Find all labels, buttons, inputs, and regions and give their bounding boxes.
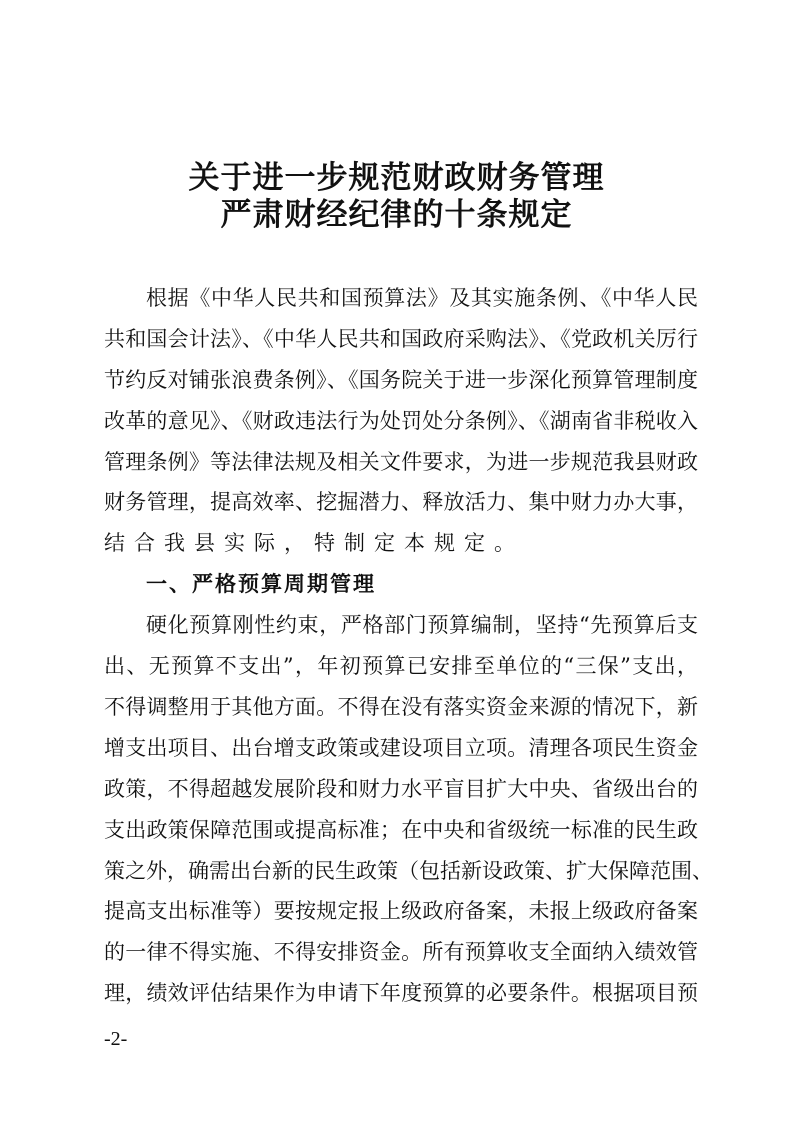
paragraph-line: 策之外，确需出台新的民生政策（包括新设政策、扩大保障范围、 — [104, 859, 713, 883]
paragraph-line: 提高支出标准等）要按规定报上级政府备案，未报上级政府备案 — [104, 899, 698, 923]
paragraph-line: 改革的意见》、《财政违法行为处罚处分条例》、《湖南省非税收入 — [104, 409, 698, 433]
paragraph-line: 政策，不得超越发展阶段和财力水平盲目扩大中央、省级出台的 — [104, 777, 698, 801]
section-heading: 一、严格预算周期管理 — [146, 572, 376, 596]
paragraph-line: 支出政策保障范围或提高标准；在中央和省级统一标准的民生政 — [104, 818, 698, 842]
paragraph-line: 不得调整用于其他方面。不得在没有落实资金来源的情况下，新 — [104, 695, 698, 719]
paragraph-line: 管理条例》等法律法规及相关文件要求，为进一步规范我县财政 — [104, 450, 698, 474]
paragraph-line: 共和国会计法》、《中华人民共和国政府采购法》、《党政机关厉行 — [104, 327, 698, 351]
title-line-1: 关于进一步规范财政财务管理 — [188, 160, 605, 196]
paragraph-line: 的一律不得实施、不得安排资金。所有预算收支全面纳入绩效管 — [104, 940, 698, 964]
page-number: -2- — [104, 1028, 128, 1050]
paragraph-line: 理，绩效评估结果作为申请下年度预算的必要条件。根据项目预 — [104, 981, 698, 1005]
title-line-2: 严肃财经纪律的十条规定 — [220, 197, 573, 233]
paragraph-line: 节约反对铺张浪费条例》、《国务院关于进一步深化预算管理制度 — [104, 368, 698, 392]
paragraph-line: 根据《中华人民共和国预算法》及其实施条例、《中华人民 — [146, 286, 698, 310]
paragraph-line: 结合我县实际，特制定本规定。 — [104, 531, 524, 555]
paragraph-line: 增支出项目、出台增支政策或建设项目立项。清理各项民生资金 — [104, 736, 698, 760]
paragraph-line: 财务管理，提高效率、挖掘潜力、释放活力、集中财力办大事， — [104, 490, 698, 514]
paragraph-line: 出、无预算不支出”，年初预算已安排至单位的“三保”支出， — [104, 654, 698, 678]
paragraph-line: 硬化预算刚性约束，严格部门预算编制，坚持“先预算后支 — [146, 613, 698, 637]
